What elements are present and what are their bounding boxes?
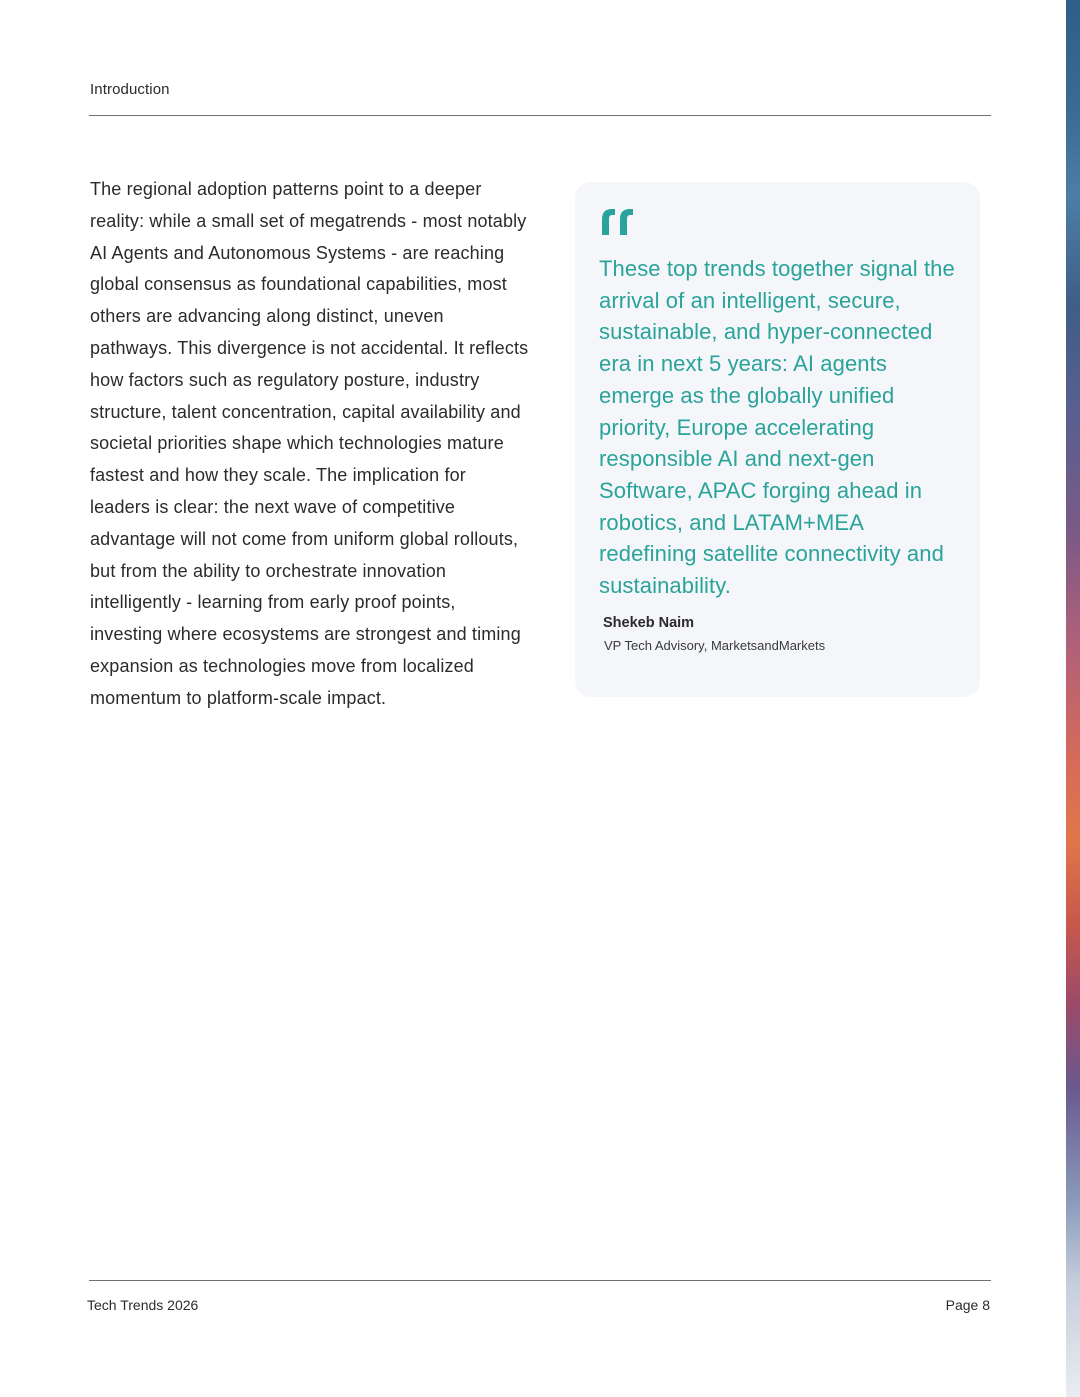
- header-divider: [89, 115, 991, 116]
- quote-text: These top trends together signal the arrival of an intelligent, secure, sustainable, and hyper-connected era in next 5 years: AI agents emerge as the globally unified priority, Europe accelerating responsible AI and next-gen Software, APAC forging ahead in robotics, and LATAM+MEA redefining satellite connectivity and sustainability.: [599, 256, 955, 599]
- footer-publication: Tech Trends 2026: [87, 1297, 199, 1313]
- quote-author: Shekeb Naim: [603, 615, 695, 631]
- footer-page-number: Page 8: [945, 1297, 990, 1313]
- footer-divider: [89, 1280, 991, 1281]
- quote-author-role: VP Tech Advisory, MarketsandMarkets: [604, 638, 826, 653]
- quote-mark-icon: [600, 207, 636, 235]
- decorative-edge-strip: [1066, 0, 1080, 1397]
- section-label: Introduction: [90, 81, 170, 98]
- body-paragraph: The regional adoption patterns point to a deeper reality: while a small set of megatrends - most notably AI Agents and Autonomous Systems - are reaching global consensus as foundational capabilities, most others are advancing along distinct, uneven pathways. This divergence is not accidental. It reflects how factors such as regulatory posture, industry structure, talent concentration, capital availability and societal priorities shape which technologies mature fastest and how they scale. The implication for leaders is clear: the next wave of competitive advantage will not come from uniform global rollouts, but from the ability to orchestrate innovation intelligently - learning from early proof points, investing where ecosystems are strongest and timing expansion as technologies move from localized momentum to platform-scale impact.: [90, 179, 529, 708]
